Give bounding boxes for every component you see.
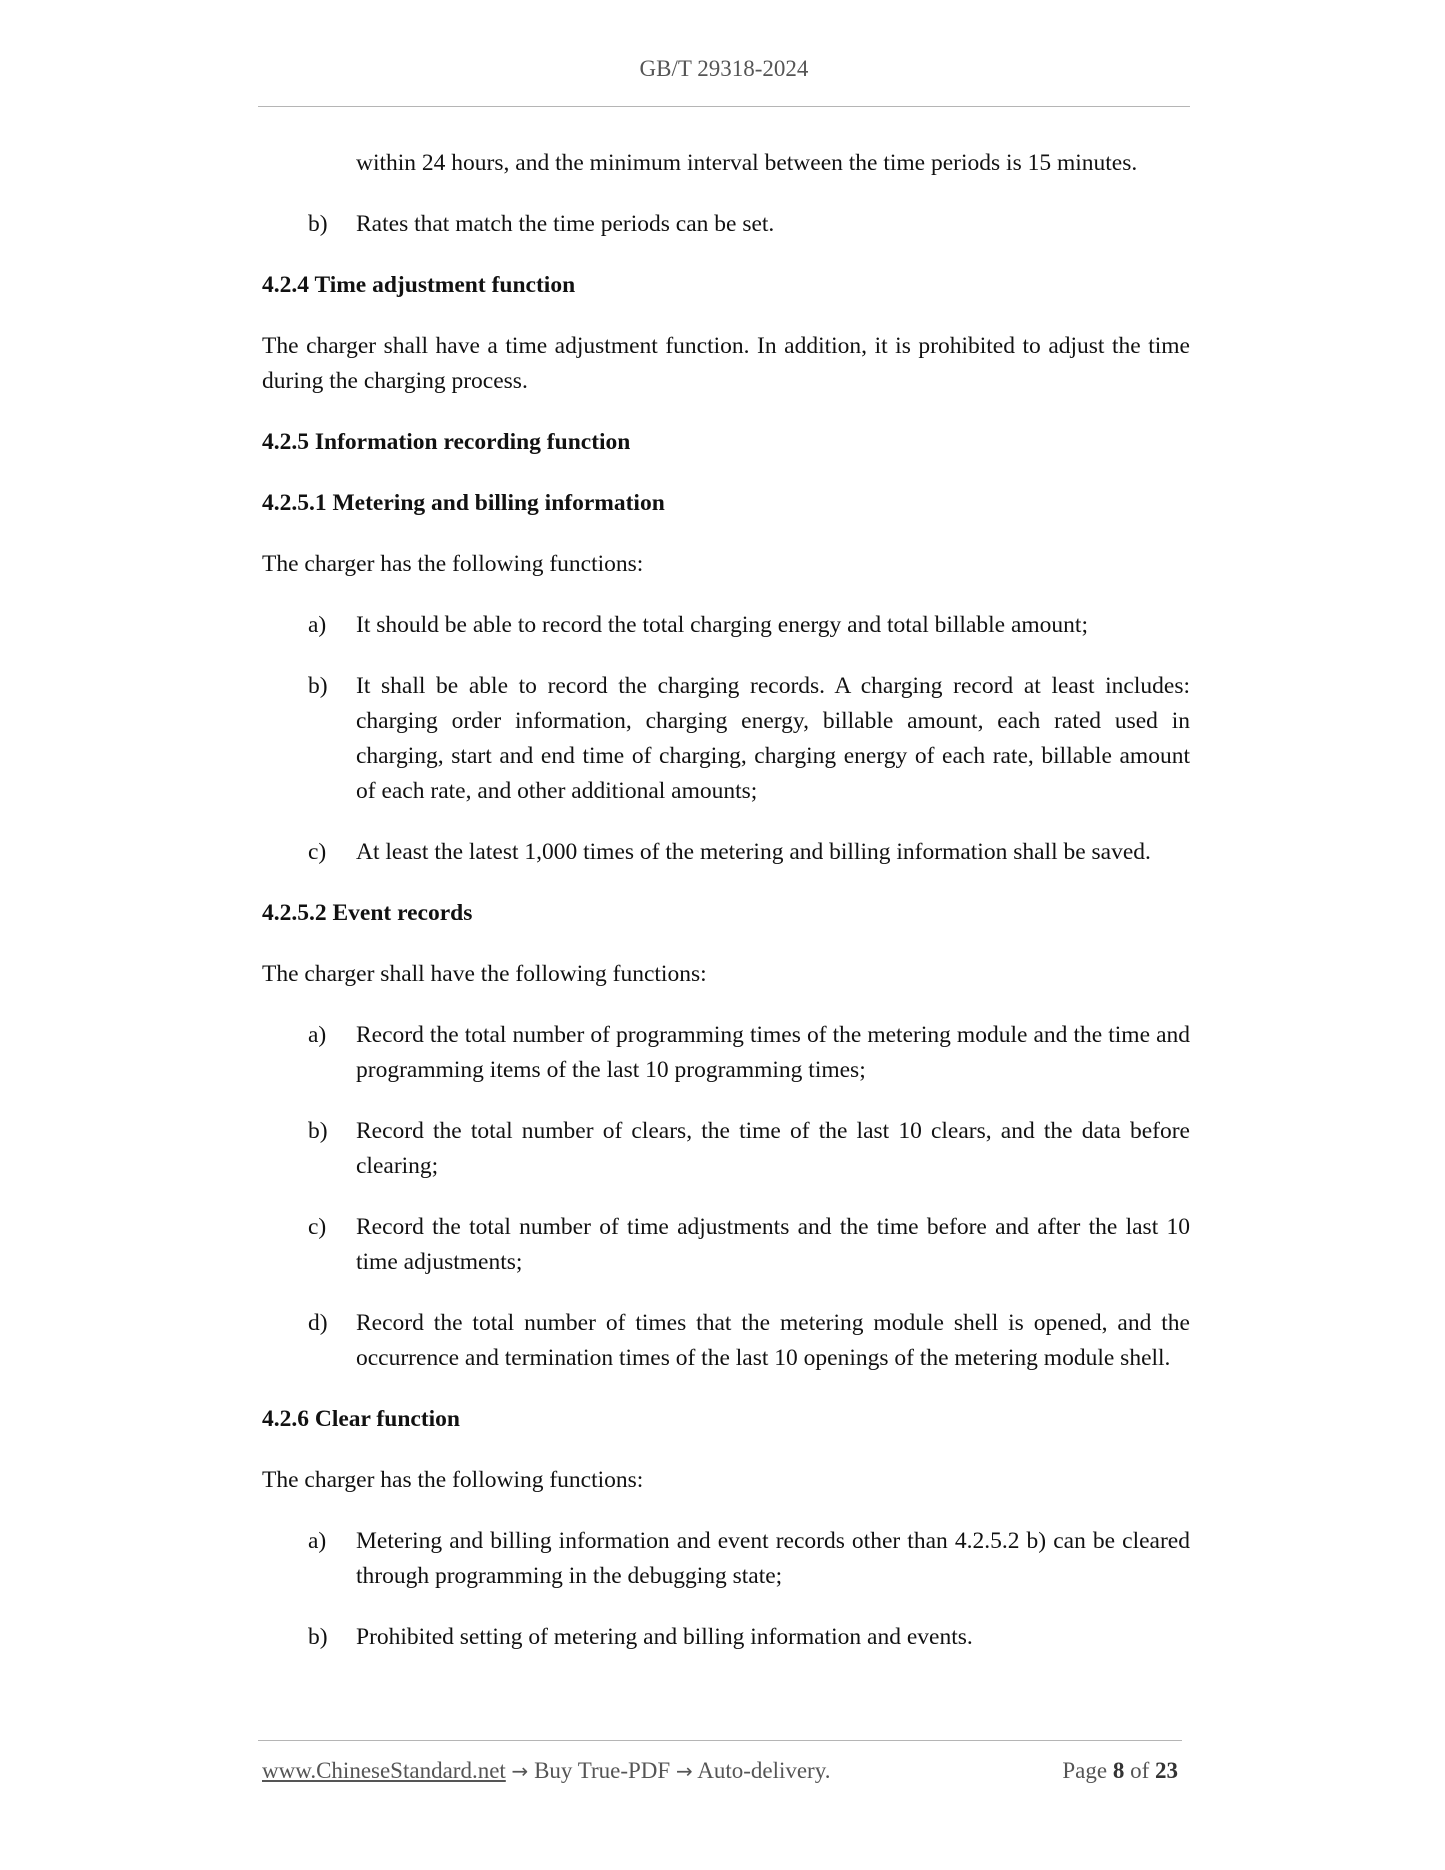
- auto-delivery-text: Auto-delivery.: [697, 1758, 831, 1783]
- list-item: [262, 1306, 1190, 1376]
- list-item: [262, 1210, 1190, 1280]
- list-item-label: c): [308, 1214, 327, 1240]
- total-pages-number: 23: [1155, 1758, 1178, 1783]
- list-item-label: a): [308, 1528, 327, 1554]
- header-divider: [258, 106, 1190, 107]
- footer-divider: [258, 1740, 1182, 1741]
- site-link[interactable]: www.ChineseStandard.net: [262, 1758, 506, 1783]
- list-item-text: Record the total number of programming times of the metering module and the time and programming items of the last 10 programming times;: [356, 1022, 1190, 1083]
- list-item: [262, 207, 1190, 242]
- section-heading-4-2-5: 4.2.5 Information recording function: [262, 429, 631, 455]
- list-item-label: d): [308, 1310, 328, 1336]
- arrow-right-icon: →: [675, 1759, 693, 1783]
- section-heading-4-2-5-1: 4.2.5.1 Metering and billing information: [262, 490, 665, 516]
- section-heading-4-2-5-2: 4.2.5.2 Event records: [262, 900, 473, 926]
- list-item: [262, 835, 1190, 870]
- current-page-number: 8: [1112, 1758, 1125, 1783]
- list-item-label: a): [308, 1022, 327, 1048]
- buy-true-pdf-text: Buy True-PDF: [534, 1758, 671, 1783]
- list-item-label: b): [308, 211, 328, 237]
- continued-line: within 24 hours, and the minimum interval between the time periods is 15 minutes.: [356, 150, 1138, 176]
- list-item: [262, 1018, 1190, 1088]
- paragraph-4-2-6: The charger has the following functions:: [262, 1467, 644, 1493]
- list-item: [262, 669, 1190, 809]
- list-item-label: b): [308, 1624, 328, 1650]
- list-item-label: b): [308, 673, 328, 699]
- document-body: [262, 146, 1190, 1681]
- list-item: [262, 1524, 1190, 1594]
- list-item-label: a): [308, 612, 327, 638]
- arrow-right-icon: →: [511, 1759, 529, 1783]
- list-item-text: At least the latest 1,000 times of the metering and billing information shall be saved.: [356, 839, 1151, 865]
- list-item-text: Metering and billing information and event records other than 4.2.5.2 b) can be cleared through programming in the debugging state;: [356, 1528, 1190, 1589]
- paragraph-4-2-5-1: The charger has the following functions:: [262, 551, 644, 577]
- list-item-text: Record the total number of time adjustments and the time before and after the last 10 time adjustments;: [356, 1214, 1190, 1275]
- list-item: [262, 608, 1190, 643]
- of-word: of: [1130, 1758, 1150, 1783]
- list-item-label: c): [308, 839, 327, 865]
- list-item: [262, 1114, 1190, 1184]
- page-indicator: [1062, 1758, 1178, 1784]
- document-header-title: GB/T 29318-2024: [639, 56, 809, 81]
- footer-promo: [262, 1758, 830, 1784]
- list-item-text: Record the total number of clears, the time of the last 10 clears, and the data before clearing;: [356, 1118, 1190, 1179]
- list-item-text: Record the total number of times that the metering module shell is opened, and the occurrence and termination times of the last 10 openings of the metering module shell.: [356, 1310, 1190, 1371]
- page-word: Page: [1062, 1758, 1108, 1783]
- list-item-text: Prohibited setting of metering and billing information and events.: [356, 1624, 973, 1650]
- list-item: [262, 1620, 1190, 1655]
- list-item-text: It should be able to record the total charging energy and total billable amount;: [356, 612, 1088, 638]
- list-item-text: Rates that match the time periods can be set.: [356, 211, 775, 237]
- section-heading-4-2-4: 4.2.4 Time adjustment function: [262, 272, 576, 298]
- list-item-text: It shall be able to record the charging records. A charging record at least includes: charging order information, charging energy, billable amount, each rated used in charging, start and end time of charging, charging energy of each rate, billable amount of each rate, and other additional amounts;: [356, 673, 1190, 804]
- paragraph-4-2-4: The charger shall have a time adjustment function. In addition, it is prohibited to adjust the time during the charging process.: [262, 333, 1190, 394]
- section-heading-4-2-6: 4.2.6 Clear function: [262, 1406, 461, 1432]
- paragraph-4-2-5-2: The charger shall have the following functions:: [262, 961, 707, 987]
- list-item-label: b): [308, 1118, 328, 1144]
